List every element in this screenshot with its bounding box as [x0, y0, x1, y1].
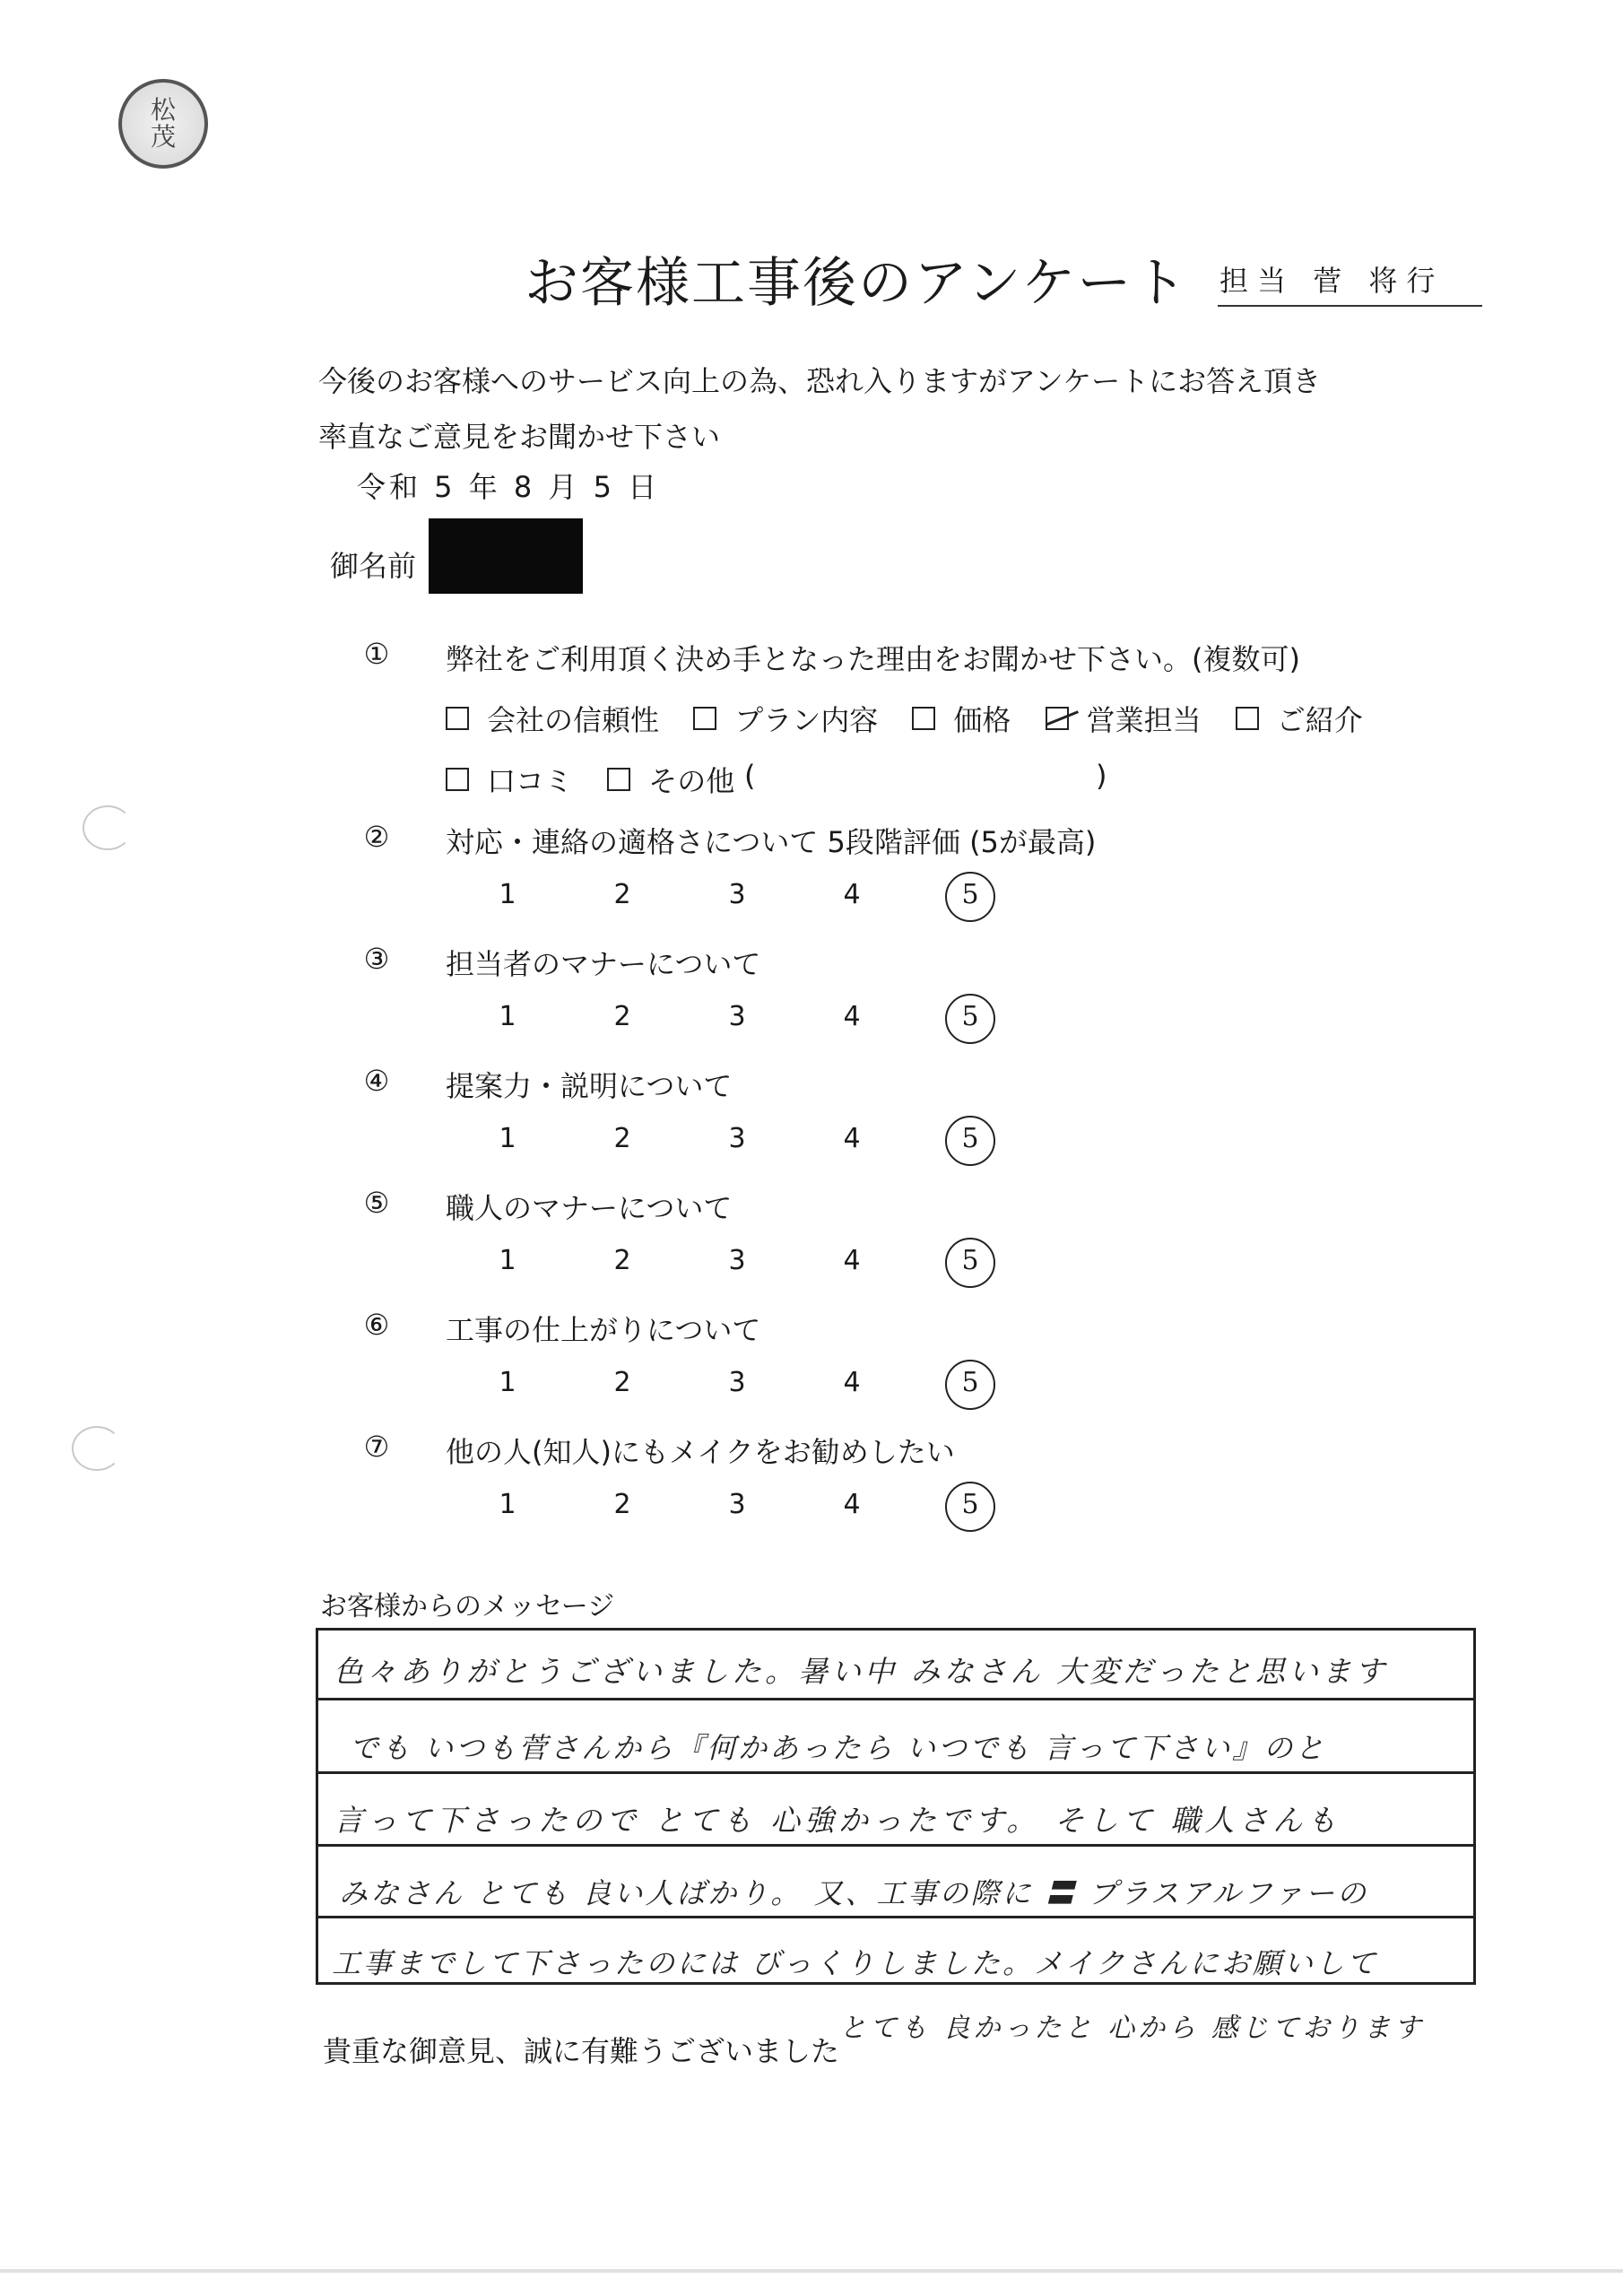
q5-number: ⑤ [363, 1186, 390, 1220]
option-plan-content[interactable]: プラン内容 [693, 698, 878, 739]
q1-number: ① [363, 637, 390, 671]
rating-option[interactable]: 1 [499, 1489, 516, 1520]
option-word-of-mouth[interactable]: 口コミ [446, 759, 573, 800]
q6-text: 工事の仕上がりについて [446, 1313, 761, 1347]
name-label: 御名前 [330, 549, 417, 583]
rating-option-selected[interactable]: 5 [961, 1001, 979, 1032]
rating-option[interactable]: 2 [613, 1245, 631, 1276]
rating-option[interactable]: 3 [728, 1367, 746, 1398]
rating-option[interactable]: 4 [843, 1245, 861, 1276]
option-referral[interactable]: ご紹介 [1236, 698, 1363, 739]
rating-option[interactable]: 2 [613, 1489, 631, 1520]
rating-option-selected[interactable]: 5 [961, 1489, 979, 1520]
rating-option-selected[interactable]: 5 [961, 1367, 979, 1398]
rating-option[interactable]: 1 [499, 879, 516, 910]
message-rule [316, 1916, 1476, 1918]
hand-circle-mark [945, 872, 995, 922]
message-rule [316, 1698, 1476, 1700]
redacted-name [429, 518, 583, 594]
checkbox-icon[interactable] [693, 707, 716, 730]
punch-hole-icon [72, 1426, 122, 1471]
rating-option[interactable]: 3 [728, 1001, 746, 1032]
rating-option[interactable]: 3 [728, 1245, 746, 1276]
rating-option-selected[interactable]: 5 [961, 1245, 979, 1276]
staff-field [1219, 258, 1444, 300]
rating-option[interactable]: 2 [613, 1367, 631, 1398]
handwritten-line-1: 色々ありがとうございました。暑い中 みなさん 大変だったと思います [334, 1654, 1388, 1689]
message-label: お客様からのメッセージ [320, 1591, 615, 1622]
hand-circle-mark [945, 1360, 995, 1410]
hand-circle-mark [945, 994, 995, 1044]
hand-circle-mark [945, 1116, 995, 1166]
checkbox-icon[interactable] [1236, 707, 1259, 730]
staff-name: 菅 将行 [1313, 264, 1445, 298]
option-other[interactable]: その他 [607, 759, 734, 800]
rating-option[interactable]: 2 [613, 879, 631, 910]
scan-edge [0, 2269, 1623, 2273]
option-company-trust[interactable]: 会社の信頼性 [446, 698, 659, 739]
handwritten-line-5: 工事までして下さったのには びっくりしました。メイクさんにお願いして [332, 1946, 1378, 1980]
rating-option[interactable]: 1 [499, 1245, 516, 1276]
q1-options-row-1 [446, 698, 1388, 739]
q5-text: 職人のマナーについて [446, 1191, 733, 1225]
q2-number: ② [363, 820, 390, 854]
punch-hole-icon [82, 805, 133, 850]
option-sales-rep[interactable]: 営業担当 [1046, 698, 1202, 739]
rating-option-selected[interactable]: 5 [961, 1123, 979, 1154]
q4-number: ④ [363, 1064, 390, 1098]
handwritten-line-6: とても 良かったと 心から 感じております [839, 2013, 1425, 2044]
hand-circle-mark [945, 1482, 995, 1532]
rating-option[interactable]: 4 [843, 879, 861, 910]
rating-option[interactable]: 1 [499, 1123, 516, 1154]
rating-option[interactable]: 3 [728, 1489, 746, 1520]
hand-circle-mark [945, 1238, 995, 1288]
checkbox-icon[interactable] [446, 707, 469, 730]
page-title: お客様工事後のアンケート [525, 252, 1189, 315]
q6-number: ⑥ [363, 1308, 390, 1342]
message-rule [316, 1771, 1476, 1774]
q3-text: 担当者のマナーについて [446, 947, 761, 981]
seal-char-2: 茂 [150, 122, 176, 152]
other-paren-open: ( [744, 759, 756, 793]
rating-option[interactable]: 2 [613, 1123, 631, 1154]
rating-option-selected[interactable]: 5 [961, 879, 979, 910]
staff-label: 担当 [1219, 264, 1296, 298]
q7-text: 他の人(知人)にもメイクをお勧めしたい [446, 1435, 955, 1469]
q7-number: ⑦ [363, 1430, 390, 1464]
handwritten-line-3: 言って下さったので とても 心強かったです。 そして 職人さんも [334, 1803, 1341, 1838]
staff-underline [1218, 305, 1482, 307]
intro-line-1: 今後のお客様へのサービス向上の為、恐れ入りますがアンケートにお答え頂き [318, 364, 1322, 398]
rating-option[interactable]: 1 [499, 1001, 516, 1032]
q1-options-row-2 [446, 759, 759, 800]
rating-option[interactable]: 3 [728, 1123, 746, 1154]
rating-option[interactable]: 4 [843, 1367, 861, 1398]
rating-option[interactable]: 4 [843, 1489, 861, 1520]
rating-option[interactable]: 3 [728, 879, 746, 910]
q2-text: 対応・連絡の適格さについて 5段階評価 (5が最高) [446, 825, 1097, 859]
checkbox-icon[interactable] [607, 768, 630, 791]
q1-text: 弊社をご利用頂く決め手となった理由をお聞かせ下さい。(複数可) [446, 642, 1300, 676]
rating-option[interactable]: 4 [843, 1001, 861, 1032]
rating-option[interactable]: 1 [499, 1367, 516, 1398]
rating-option[interactable]: 4 [843, 1123, 861, 1154]
option-price[interactable]: 価格 [912, 698, 1011, 739]
thanks-note: 貴重な御意見、誠に有難うございました [323, 2034, 840, 2068]
seal-char-1: 松 [150, 95, 176, 125]
handwritten-line-2: でも いつも菅さんから『何かあったら いつでも 言って下さい』のと [350, 1731, 1327, 1765]
company-seal-stamp [118, 79, 208, 169]
checkbox-icon[interactable] [446, 768, 469, 791]
checked-checkbox-icon[interactable] [1046, 707, 1069, 730]
other-paren-close: ) [1096, 759, 1107, 793]
intro-line-2: 率直なご意見をお聞かせ下さい [318, 420, 721, 454]
handwritten-line-4: みなさん とても 良い人ばかり。 又、工事の際に 〓 プラスアルファーの [339, 1876, 1368, 1910]
q4-text: 提案力・説明について [446, 1069, 733, 1103]
checkbox-icon[interactable] [912, 707, 935, 730]
q3-number: ③ [363, 942, 390, 976]
message-rule [316, 1844, 1476, 1847]
survey-date: 令和 5 年 8 月 5 日 [357, 470, 661, 504]
rating-option[interactable]: 2 [613, 1001, 631, 1032]
